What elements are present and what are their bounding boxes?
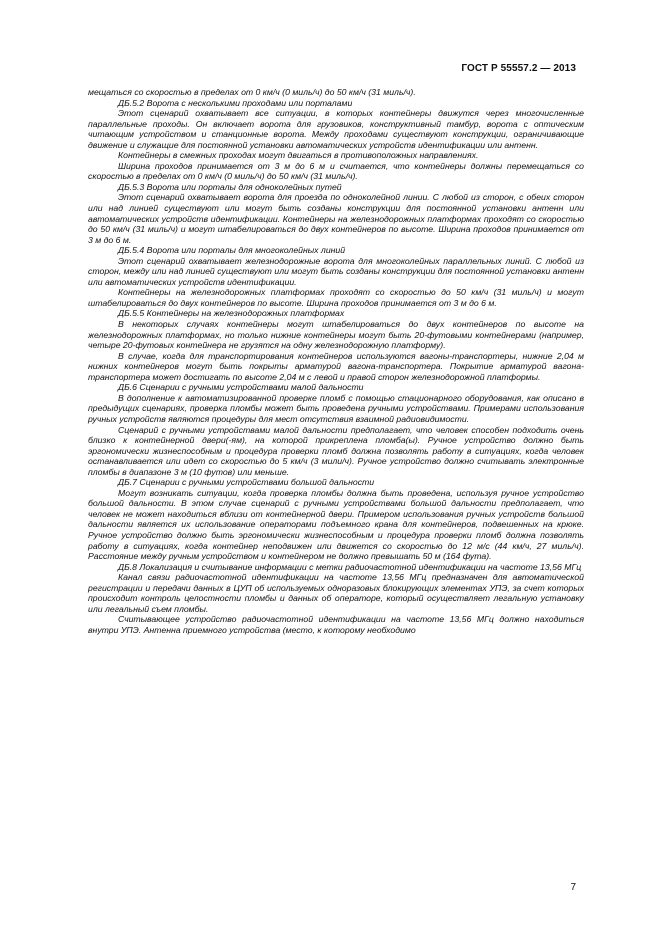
paragraph: В случае, когда для транспортирования контейнеров используются вагоны-транспортеры, нижние 2,04 м нижних контейнеров могут быть покрыты арматурой вагона-транспортера. Покрытие арматурой вагона-транспортера может достигать по высоте 2,04 м с левой и правой сторон железнодорожной платформы.: [88, 350, 584, 382]
section-heading: ДБ.5.3 Ворота или порталы для одноколейных путей: [118, 181, 342, 192]
paragraph: мещаться со скоростью в пределах от 0 км/ч (0 миль/ч) до 50 км/ч (31 миль/ч).: [88, 87, 416, 97]
document-body: [88, 87, 584, 635]
section-heading: ДБ.8 Локализация и считывание информации с метки радиочастотной идентификации на частоте 13,56 МГц: [118, 561, 582, 572]
section-heading: ДБ.5.5 Контейнеры на железнодорожных платформах: [118, 308, 345, 319]
section-heading: ДБ.5.4 Ворота или порталы для многоколейных линий: [118, 245, 346, 256]
paragraph: Могут возникать ситуации, когда проверка пломбы должна быть проведена, используя ручное устройство большой дальности. В этом случае сценарий с ручными устройствами большой дальности предполагает, что человек не может находиться вблизи от контейнерной двери. Примером использования ручных устройств большой дальности является их использование операторами подъемного крана для контейнеров, подвешенных на крюке. Ручное устройство должно быть эргономически жизнеспособным и процедура проверки пломб должна позволять работу в ситуациях, когда контейнер неподвижен или движется со скоростью до 12 м/с (44 км/ч, 27 миль/ч). Расстояние между ручным устройством и контейнером не должно превышать 50 м (164 фута).: [88, 487, 584, 562]
section-heading: ДБ.5.2 Ворота с несколькими проходами или порталами: [118, 97, 353, 108]
page-number: 7: [570, 882, 576, 893]
document-header: ГОСТ Р 55557.2 — 2013: [461, 63, 576, 74]
paragraph: В некоторых случаях контейнеры могут штабелироваться до двух контейнеров по высоте на железнодорожных платформах, но только нижние контейнеры могут быть 20-футовыми контейнерами (например, четыре 20-футовых контейнера не грузятся на одну железнодорожную платформу).: [88, 319, 584, 351]
section-heading: ДБ.7 Сценарии с ручными устройствами большой дальности: [118, 477, 375, 488]
paragraph: Этот сценарий охватывает все ситуации, в которых контейнеры движутся через многочисленные параллельные проходы. Он включает ворота для грузовиков, конструктивный тамбур, ворота с оптическим читающим устройством и станционные ворота. Между проходами существуют конструкции, ограничивающие движение и служащие для постоянной установки автоматических устройств идентификации или антенн.: [88, 108, 584, 150]
section-heading: ДБ.6 Сценарии с ручными устройствами малой дальности: [118, 382, 364, 393]
paragraph: Этот сценарий охватывает ворота для проезда по одноколейной линии. С любой из сторон, с обеих сторон или над линией существуют или могут быть созданы конструкции для постоянной установки антенн или автоматических устройств идентификации. Контейнеры на железнодорожных платформах проходят со скоростью до 50 км/ч (31 миль/ч) и могут штабелироваться до двух контейнеров по высоте. Ширина проходов принимается от 3 м до 6 м.: [88, 192, 584, 245]
paragraph: Этот сценарий охватывает железнодорожные ворота для многоколейных параллельных линий. С любой из сторон, между или над линией существуют или могут быть созданы конструкции для постоянной установки антенн или автоматических устройств идентификации.: [88, 255, 584, 287]
paragraph: В дополнение к автоматизированной проверке пломб с помощью стационарного оборудования, как описано в предыдущих сценариях, проверка пломбы может быть проведена ручными устройствами. Примерами использования ручных устройств являются процедуры для мест отсутствия взаимной радиовидимости.: [88, 392, 584, 424]
paragraph: Считывающее устройство радиочастотной идентификации на частоте 13,56 МГц должно находиться внутри УПЭ. Антенна приемного устройства (место, к которому необходимо: [88, 614, 584, 635]
paragraph: Контейнеры на железнодорожных платформах проходят со скоростью до 50 км/ч (31 миль/ч) и могут штабелироваться до двух контейнеров по высоте. Ширина проходов принимается от 3 м до 6 м.: [88, 287, 584, 308]
paragraph: Канал связи радиочастотной идентификации на частоте 13,56 МГц предназначен для автоматической регистрации и передачи данных в ЦУП об используемых одноразовых блокирующих элементах УПЭ, за счет которых происходит контроль целостности пломбы и данных об операторе, который осуществляет легальную установку или легальный съем пломбы.: [88, 572, 584, 614]
paragraph: Контейнеры в смежных проходах могут двигаться в противоположных направлениях.: [118, 150, 479, 161]
paragraph: Сценарий с ручными устройствами малой дальности предполагает, что человек способен подходить очень близко к контейнерной двери(-ям), на которой прикреплена пломба(ы). Ручное устройство должно быть эргономически жизнеспособным и процедура проверки пломб должна позволять работу в ситуациях, когда человек останавливается или идет со скоростью до 5 км/ч (3 мили/ч). Ручное устройство должно считывать электронные пломбы в диапазоне 3 м (10 футов) или меньше.: [88, 424, 584, 477]
paragraph: Ширина проходов принимается от 3 м до 6 м и считается, что контейнеры должны перемещаться со скоростью в пределах от 0 км/ч (0 миль/ч) до 50 км/ч (31 миль/ч).: [88, 160, 584, 182]
